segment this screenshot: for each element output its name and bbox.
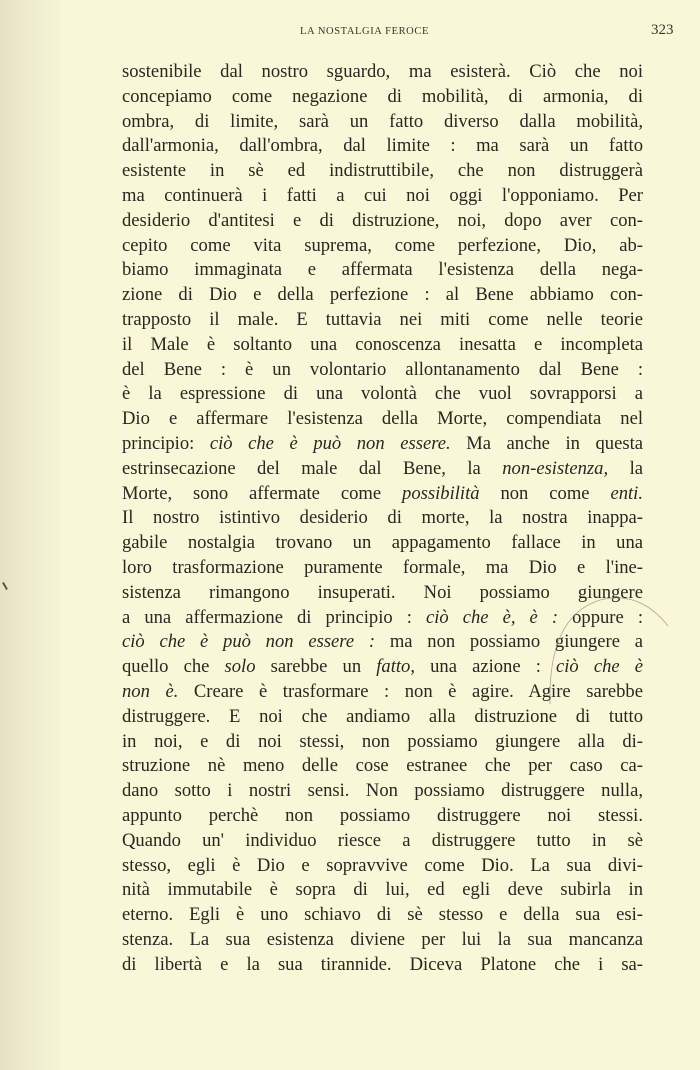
text-run: Creare è trasformare : non è agire. Agire sarebbe xyxy=(178,680,643,702)
italic-phrase: ciò che è, è : xyxy=(425,606,559,628)
running-head xyxy=(0,22,700,42)
text-line: Dio e affermare l'esistenza della Morte, compendiata nel xyxy=(122,408,643,430)
text-run: Morte, sono affermate come xyxy=(122,482,403,504)
text-line xyxy=(122,680,643,705)
text-run: una azione : xyxy=(415,656,556,678)
text-line: concepiamo come negazione di mobilità, di armonia, di xyxy=(122,85,643,107)
text-line xyxy=(122,457,643,482)
text-line: è la espressione di una volontà che vuol sovrapporsi a xyxy=(122,383,643,405)
text-line: distruggere. E noi che andiamo alla distruzione di tutto xyxy=(122,705,643,727)
italic-phrase: ciò che è xyxy=(556,656,644,678)
text-line: Quando un' individuo riesce a distruggere tutto in sè xyxy=(122,829,643,851)
text-line: cepito come vita suprema, come perfezione, Dio, ab- xyxy=(122,234,643,256)
text-line: del Bene : è un volontario allontanamento dal Bene : xyxy=(122,358,643,380)
text-run: estrinsecazione del male dal Bene, la xyxy=(122,457,503,479)
text-line: nità immutabile è sopra di lui, ed egli deve subirla in xyxy=(122,879,643,901)
italic-phrase: enti. xyxy=(610,482,643,504)
text-line: zione di Dio e della perfezione : al Bene abbiamo con- xyxy=(122,284,643,306)
text-line: il Male è soltanto una conoscenza inesatta e incompleta xyxy=(122,333,643,355)
italic-phrase: fatto, xyxy=(376,656,415,678)
text-line: dall'armonia, dall'ombra, dal limite : ma sarà un fatto xyxy=(122,135,643,157)
text-line: Il nostro istintivo desiderio di morte, la nostra inappa- xyxy=(122,507,643,529)
text-line: stenza. La sua esistenza diviene per lui la sua mancanza xyxy=(122,928,643,950)
text-line: biamo immaginata e affermata l'esistenza della nega- xyxy=(122,259,643,281)
text-run: non come xyxy=(479,482,611,504)
text-line: gabile nostalgia trovano un appagamento fallace in una xyxy=(122,532,643,554)
text-line: appunto perchè non possiamo distruggere noi stessi. xyxy=(122,804,643,826)
text-line: struzione nè meno delle cose estranee che per caso ca- xyxy=(122,755,643,777)
italic-phrase: non è. xyxy=(122,680,179,702)
italic-phrase: ciò che è può non essere : xyxy=(122,631,376,653)
text-line xyxy=(122,482,643,507)
text-line: di libertà e la sua tirannide. Diceva Platone che i sa- xyxy=(122,953,643,975)
text-line xyxy=(122,630,643,655)
text-line xyxy=(122,432,643,457)
text-run: sarebbe un xyxy=(255,656,377,678)
text-run: principio: xyxy=(122,432,210,454)
text-run: a una affermazione di principio : xyxy=(122,606,426,628)
text-line: desiderio d'antitesi e di distruzione, noi, dopo aver con- xyxy=(122,209,643,231)
body-text xyxy=(122,60,643,977)
text-line: eterno. Egli è uno schiavo di sè stesso e della sua esi- xyxy=(122,904,643,926)
text-line: loro trasformazione puramente formale, ma Dio e l'ine- xyxy=(122,556,643,578)
text-line: dano sotto i nostri sensi. Non possiamo distruggere nulla, xyxy=(122,780,643,802)
text-line: ombra, di limite, sarà un fatto diverso dalla mobilità, xyxy=(122,110,643,132)
text-line: trapposto il male. E tuttavia nei miti come nelle teorie xyxy=(122,308,643,330)
page-gutter-shadow xyxy=(0,0,60,1070)
text-run: oppure : xyxy=(558,606,643,628)
text-line: stesso, egli è Dio e sopravvive come Dio. La sua divi- xyxy=(122,854,643,876)
italic-phrase: possibilità xyxy=(402,482,480,504)
text-line: esistente in sè ed indistruttibile, che non distruggerà xyxy=(122,160,643,182)
text-run: la xyxy=(608,457,643,479)
text-line xyxy=(122,606,643,631)
text-line xyxy=(122,655,643,680)
text-run: Ma anche in questa xyxy=(450,432,643,454)
italic-phrase: non-esistenza, xyxy=(502,457,609,479)
italic-phrase: ciò che è può non essere. xyxy=(209,432,451,454)
text-line: sostenibile dal nostro sguardo, ma esisterà. Ciò che noi xyxy=(122,61,643,82)
page-number: 323 xyxy=(651,22,674,38)
text-run: ma non possiamo giungere a xyxy=(375,631,643,653)
italic-phrase: solo xyxy=(224,656,256,678)
text-run: quello che xyxy=(122,656,225,678)
text-line: in noi, e di noi stessi, non possiamo giungere alla di- xyxy=(122,730,643,752)
running-title: LA NOSTALGIA FEROCE xyxy=(300,26,429,37)
text-line: sistenza rimangono insuperati. Noi possiamo giungere xyxy=(122,581,643,603)
text-line: ma continuerà i fatti a cui noi oggi l'opponiamo. Per xyxy=(122,184,643,206)
